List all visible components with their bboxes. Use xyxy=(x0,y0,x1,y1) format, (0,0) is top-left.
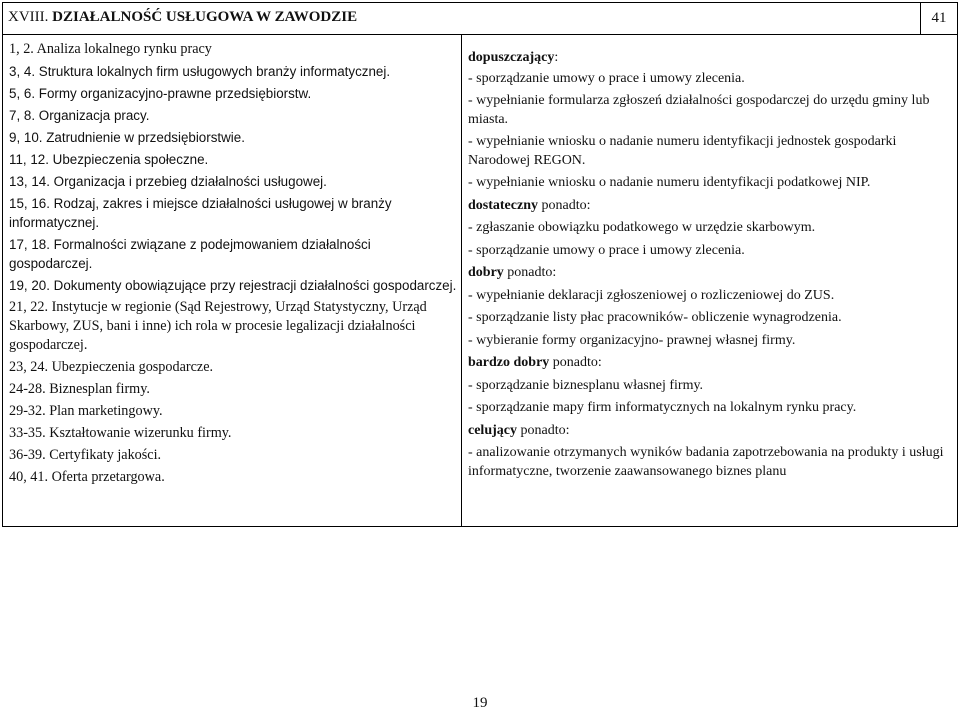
topic-item: 17, 18. Formalności związane z podejmowaniem działalności gospodarczej. xyxy=(9,237,371,271)
grade-heading-dopuszczajacy xyxy=(468,49,953,68)
requirements-column xyxy=(462,35,958,527)
requirement-item: - wybieranie formy organizacyjno- prawnej własnej firmy. xyxy=(468,332,796,348)
topic-item: 36-39. Certyfikaty jakości. xyxy=(9,447,162,463)
topic-item: 5, 6. Formy organizacyjno-prawne przedsiębiorstw. xyxy=(9,86,312,101)
grade-suffix: ponadto: xyxy=(503,265,557,280)
grade-suffix: ponadto: xyxy=(538,197,591,213)
requirement-item: - wypełnianie wniosku o nadanie numeru identyfikacji podatkowej NIP. xyxy=(468,175,871,190)
grade-heading-bardzo-dobry xyxy=(468,354,953,373)
grade-label: bardzo dobry xyxy=(468,355,550,370)
topic-item: 24-28. Biznesplan firmy. xyxy=(9,381,150,397)
section-title: DZIAŁALNOŚĆ USŁUGOWA W ZAWODZIE xyxy=(52,9,358,25)
requirement-item: - wypełnianie wniosku o nadanie numeru identyfikacji jednostek gospodarki Narodowej REGON. xyxy=(468,134,897,168)
curriculum-table xyxy=(2,2,958,527)
grade-label: dobry xyxy=(468,265,504,280)
grade-heading-dobry xyxy=(468,264,953,283)
topic-item: 15, 16. Rodzaj, zakres i miejsce działalności usługowej w branży informatycznej. xyxy=(9,196,392,230)
topic-item: 9, 10. Zatrudnienie w przedsiębiorstwie. xyxy=(9,130,245,145)
grade-heading-celujacy xyxy=(468,422,953,441)
grade-suffix: ponadto: xyxy=(549,355,602,370)
requirement-item: - sporządzanie umowy o prace i umowy zlecenia. xyxy=(468,242,745,258)
header-row xyxy=(3,3,958,35)
topic-item: 11, 12. Ubezpieczenia społeczne. xyxy=(9,152,209,167)
requirement-item: - analizowanie otrzymanych wyników badania zapotrzebowania na produkty i usługi informatyczne, tworzenie zaawansowanego biznes planu xyxy=(468,445,944,479)
grade-suffix: ponadto: xyxy=(516,422,570,438)
topic-item: 13, 14. Organizacja i przebieg działalności usługowej. xyxy=(9,174,327,189)
hours-count: 41 xyxy=(921,3,958,35)
requirement-item: - wypełnianie formularza zgłoszeń działalności gospodarczej do urzędu gminy lub miasta. xyxy=(468,93,930,127)
topic-item: 1, 2. Analiza lokalnego rynku pracy xyxy=(9,41,212,57)
topic-item: 29-32. Plan marketingowy. xyxy=(9,403,163,419)
section-number: XVIII. xyxy=(8,9,53,25)
grade-label: celujący xyxy=(468,422,517,438)
requirement-item: - sporządzanie mapy firm informatycznych na lokalnym rynku pracy. xyxy=(468,400,857,415)
section-title-cell xyxy=(3,3,921,35)
topic-item: 33-35. Kształtowanie wizerunku firmy. xyxy=(9,425,232,441)
topic-item: 40, 41. Oferta przetargowa. xyxy=(9,469,165,485)
grade-suffix: : xyxy=(554,50,559,65)
content-row xyxy=(3,35,958,527)
topics-column xyxy=(3,35,462,527)
topic-item: 3, 4. Struktura lokalnych firm usługowych branży informatycznej. xyxy=(9,64,391,79)
topic-item: 23, 24. Ubezpieczenia gospodarcze. xyxy=(9,359,214,375)
topic-item: 19, 20. Dokumenty obowiązujące przy rejestracji działalności gospodarczej. xyxy=(9,278,457,293)
topic-item: 21, 22. Instytucje w regionie (Sąd Rejestrowy, Urząd Statystyczny, Urząd Skarbowy, ZUS, bani i inne) ich rola w procesie legalizacji działalności gospodarczej. xyxy=(9,299,427,353)
grade-heading-dostateczny xyxy=(468,197,953,216)
requirement-item: - sporządzanie biznesplanu własnej firmy. xyxy=(468,377,704,393)
requirement-item: - zgłaszanie obowiązku podatkowego w urzędzie skarbowym. xyxy=(468,220,816,235)
requirement-item: - sporządzanie umowy o prace i umowy zlecenia. xyxy=(468,70,745,86)
grade-label: dostateczny xyxy=(468,197,538,213)
requirement-item: - wypełnianie deklaracji zgłoszeniowej o rozliczeniowej do ZUS. xyxy=(468,287,835,303)
topic-item: 7, 8. Organizacja pracy. xyxy=(9,108,150,123)
page-number: 19 xyxy=(472,695,488,711)
requirement-item: - sporządzanie listy płac pracowników- obliczenie wynagrodzenia. xyxy=(468,310,842,325)
grade-label: dopuszczający xyxy=(468,50,555,65)
